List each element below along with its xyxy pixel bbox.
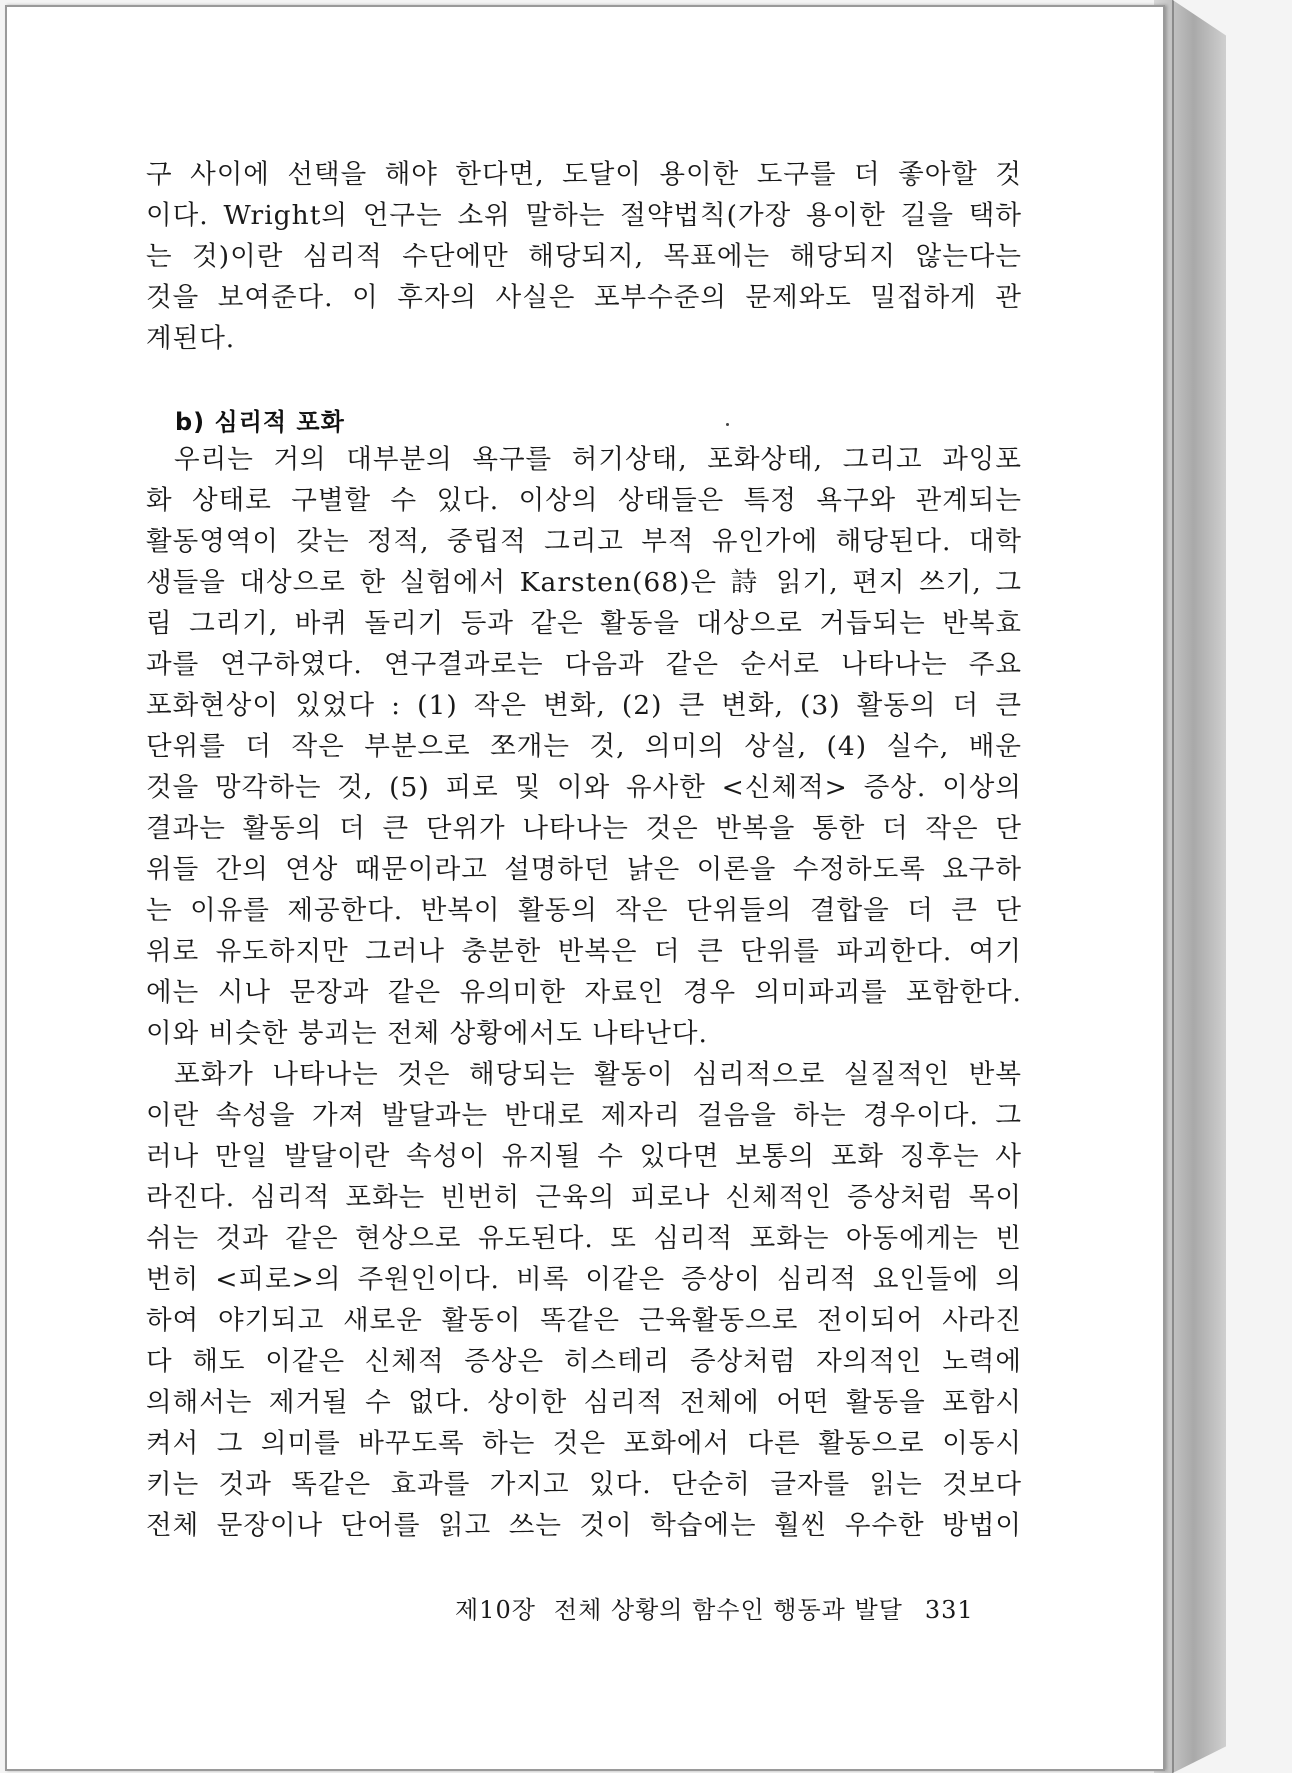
text-line: 러나 만일 발달이란 속성이 유지될 수 있다면 보통의 포화 징후는 사 [146,1141,1022,1172]
running-footer [455,1590,974,1625]
page-number: 331 [924,1596,974,1624]
text-line: 전체 문장이나 단어를 읽고 쓰는 것이 학습에는 훨씬 우수한 방법이 [146,1510,1022,1541]
text-line: 하여 야기되고 새로운 활동이 똑같은 근육활동으로 전이되어 사라진 [146,1305,1022,1336]
text-line: 것을 망각하는 것, (5) 피로 및 이와 유사한 <신체적> 증상. 이상의 [146,772,1022,803]
text-line: 결과는 활동의 더 큰 단위가 나타나는 것은 반복을 통한 더 작은 단 [146,813,1022,844]
text-line: 구 사이에 선택을 해야 한다면, 도달이 용이한 도구를 더 좋아할 것 [146,159,1022,190]
text-line: 우리는 거의 대부분의 욕구를 허기상태, 포화상태, 그리고 과잉포 [174,444,1022,475]
text-line: 의해서는 제거될 수 없다. 상이한 심리적 전체에 어떤 활동을 포함시 [146,1387,1022,1418]
print-speck [726,423,729,426]
text-line: 단위를 더 작은 부분으로 쪼개는 것, 의미의 상실, (4) 실수, 배운 [146,731,1022,762]
text-line: 위로 유도하지만 그러나 충분한 반복은 더 큰 단위를 파괴한다. 여기 [146,936,1022,967]
chapter-label: 제10장 [455,1596,536,1624]
text-line: 과를 연구하였다. 연구결과로는 다음과 같은 순서로 나타나는 주요 [146,649,1022,680]
text-line: 번히 <피로>의 주원인이다. 비록 이같은 증상이 심리적 요인들에 의 [146,1264,1022,1295]
text-line: 위들 간의 연상 때문이라고 설명하던 낡은 이론을 수정하도록 요구하 [146,854,1022,885]
text-line: 포화가 나타나는 것은 해당되는 활동이 심리적으로 실질적인 반복 [174,1059,1022,1090]
section-heading: b) 심리적 포화 [175,408,345,436]
text-line: 는 이유를 제공한다. 반복이 활동의 작은 단위들의 결합을 더 큰 단 [146,895,1022,926]
top-paragraph [146,154,1022,359]
text-line: 이다. Wright의 언구는 소위 말하는 절약법칙(가장 용이한 길을 택하 [146,200,1022,231]
text-line: 생들을 대상으로 한 실험에서 Karsten(68)은 詩 읽기, 편지 쓰기, 그 [146,567,1022,598]
text-line: 것을 보여준다. 이 후자의 사실은 포부수준의 문제와도 밀접하게 관 [146,282,1022,313]
text-line: 이란 속성을 가져 발달과는 반대로 제자리 걸음을 하는 경우이다. 그 [146,1100,1022,1131]
book-page [5,5,1165,1771]
text-line: 포화현상이 있었다 : (1) 작은 변화, (2) 큰 변화, (3) 활동의 더 큰 [146,690,1022,721]
text-line: 는 것)이란 심리적 수단에만 해당되지, 목표에는 해당되지 않는다는 [146,241,1022,272]
text-line: 라진다. 심리적 포화는 빈번히 근육의 피로나 신체적인 증상처럼 목이 [146,1182,1022,1213]
text-line: 화 상태로 구별할 수 있다. 이상의 상태들은 특정 욕구와 관계되는 [146,485,1022,516]
text-line: 에는 시나 문장과 같은 유의미한 자료인 경우 의미파괴를 포함한다. [146,977,1022,1008]
text-line: 림 그리기, 바퀴 돌리기 등과 같은 활동을 대상으로 거듭되는 반복효 [146,608,1022,639]
text-line: 이와 비슷한 붕괴는 전체 상황에서도 나타난다. [146,1018,708,1049]
chapter-title: 전체 상황의 함수인 행동과 발달 [553,1596,903,1624]
text-line: 쉬는 것과 같은 현상으로 유도된다. 또 심리적 포화는 아동에게는 빈 [146,1223,1022,1254]
text-line: 다 해도 이같은 신체적 증상은 히스테리 증상처럼 자의적인 노력에 [146,1346,1022,1377]
text-line: 키는 것과 똑같은 효과를 가지고 있다. 단순히 글자를 읽는 것보다 [146,1469,1022,1500]
text-line: 계된다. [146,323,236,354]
body-text [146,439,1022,1546]
text-line: 켜서 그 의미를 바꾸도록 하는 것은 포화에서 다른 활동으로 이동시 [146,1428,1022,1459]
text-line: 활동영역이 갖는 정적, 중립적 그리고 부적 유인가에 해당된다. 대학 [146,526,1022,557]
